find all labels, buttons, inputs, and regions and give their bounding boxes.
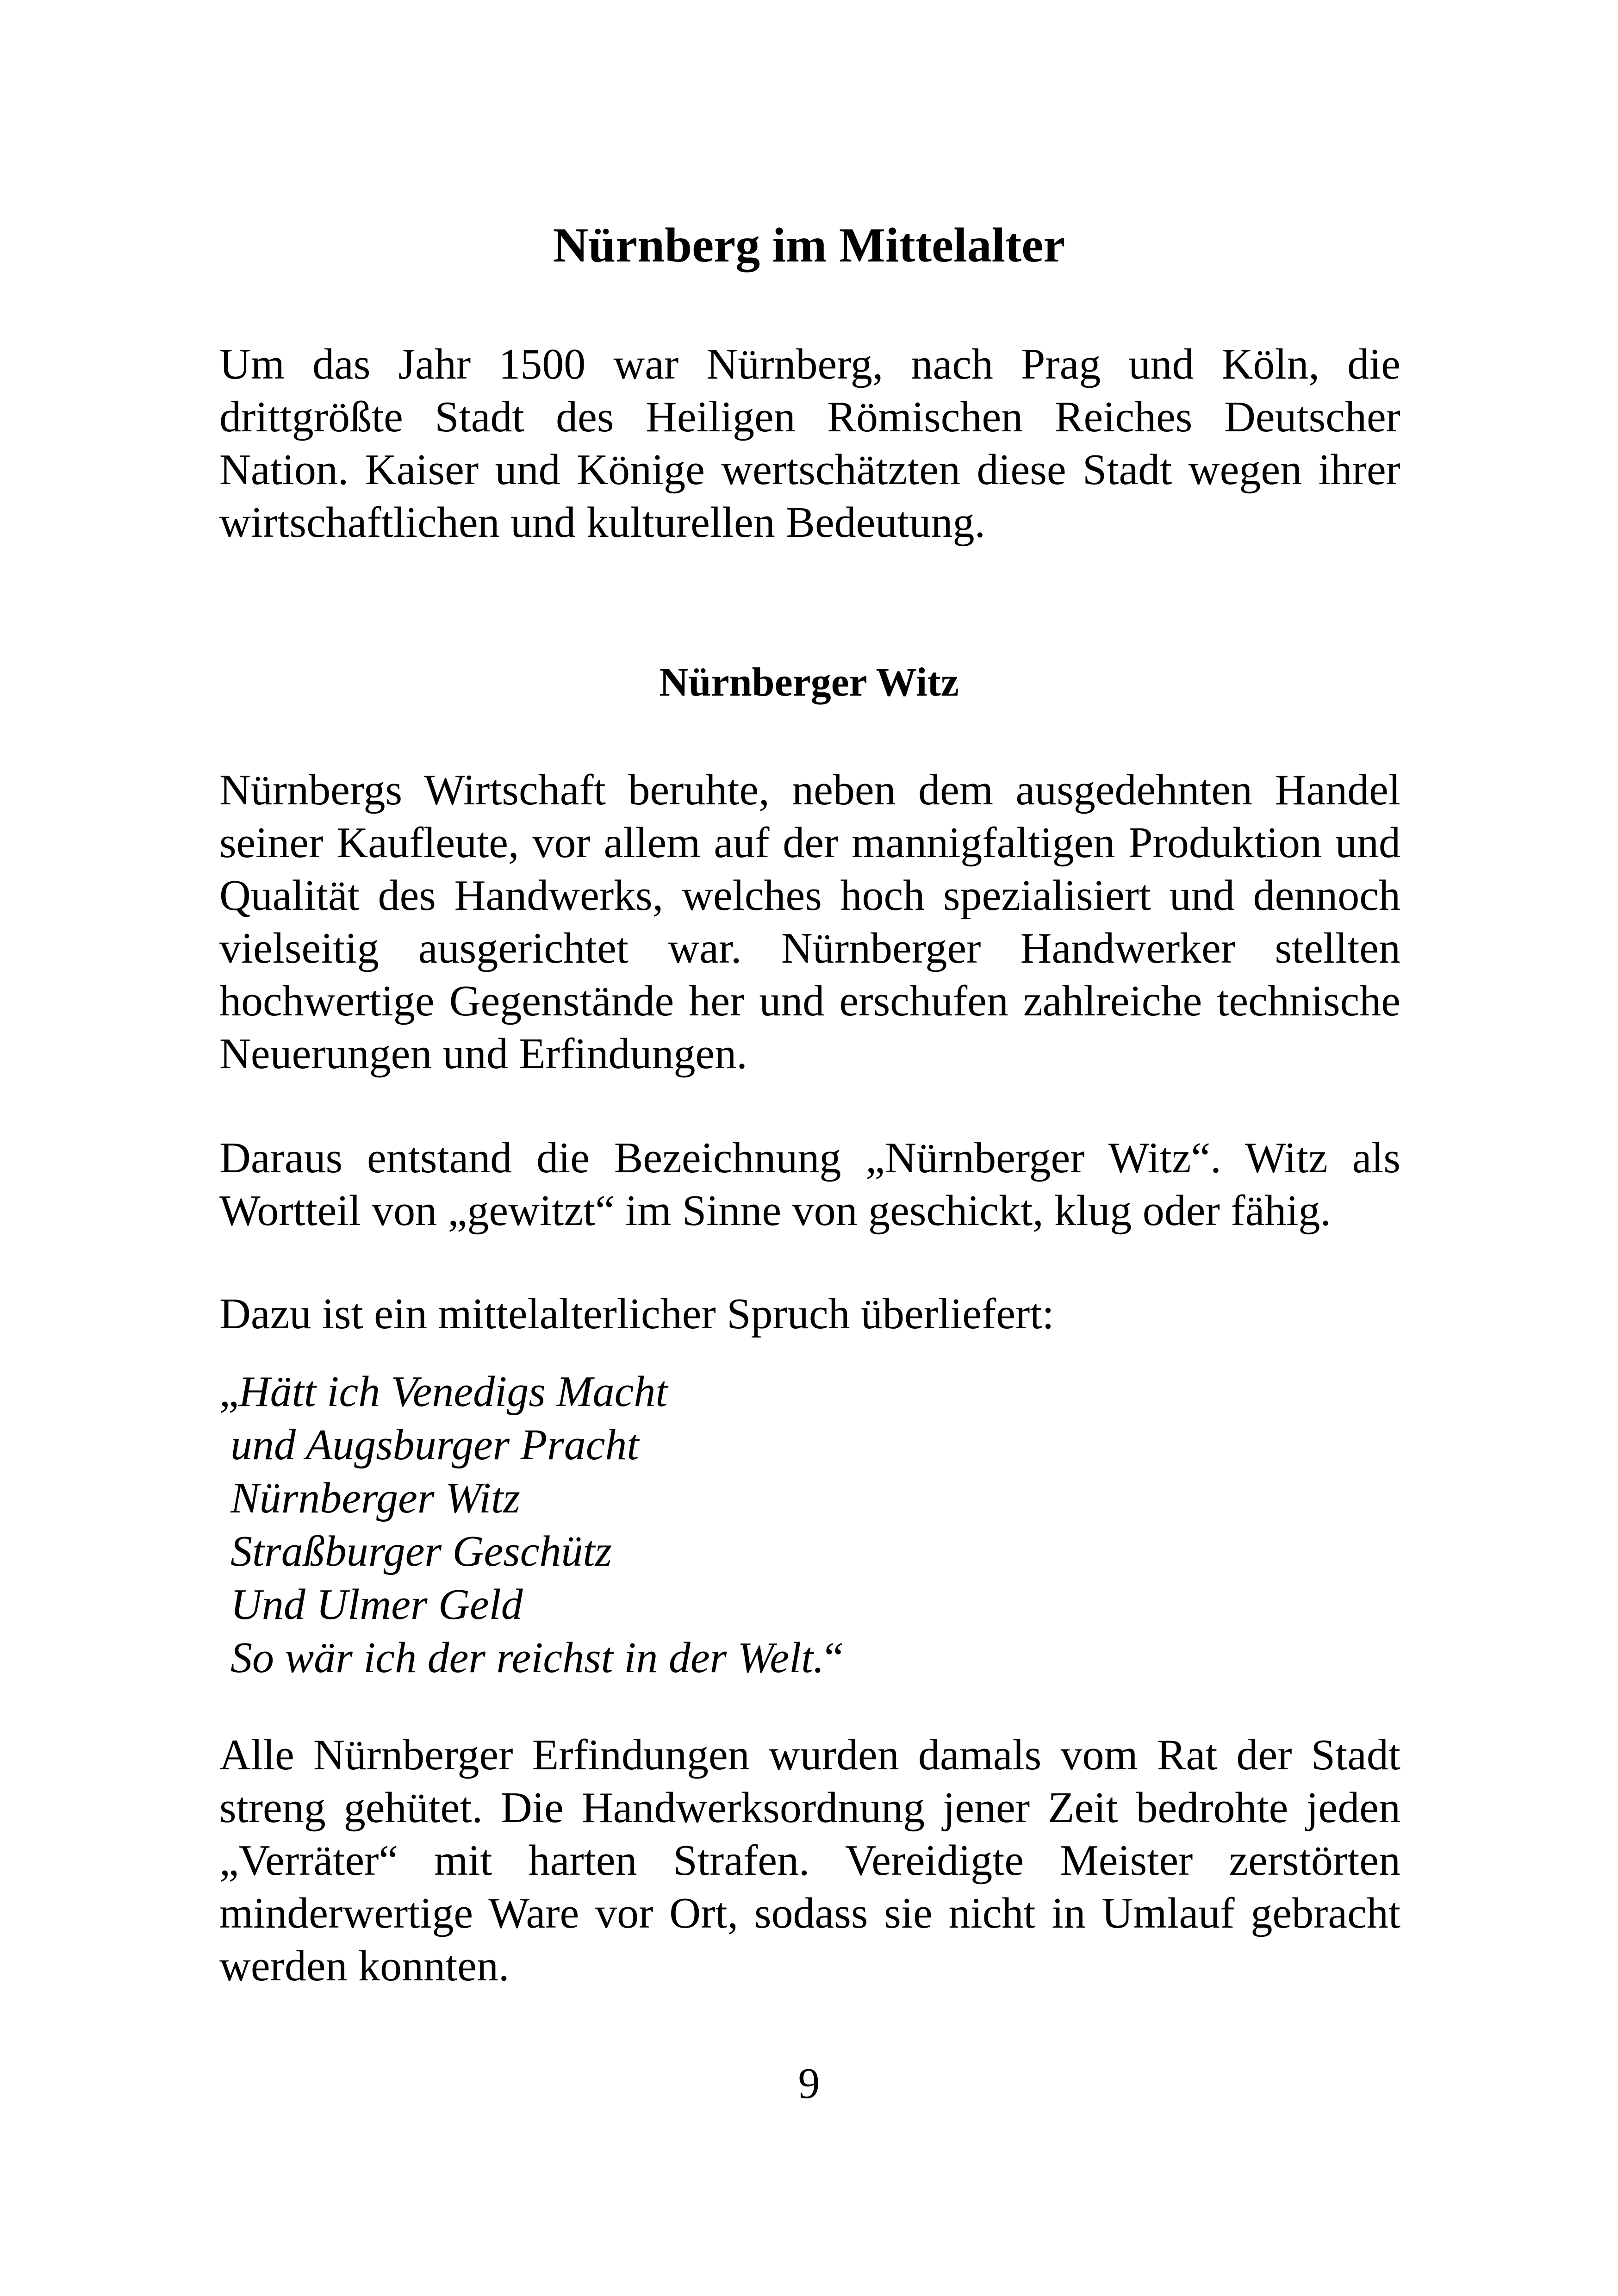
- paragraph-economy: Nürnbergs Wirtschaft beruhte, neben dem ausgedehnten Handel seiner Kaufleute, vor allem auf der mannigfaltigen Produktion und Qualität des Handwerks, welches hoch spezialisiert und dennoch vielseitig ausgerichtet war. Nürnberger Handwerker stellten hochwertige Gegenstände her und erschufen zahlreiche technische Neuerungen und Erfindungen.: [219, 766, 1400, 1078]
- intro-paragraph: Um das Jahr 1500 war Nürnberg, nach Prag und Köln, die drittgrößte Stadt des Heiligen Römischen Reiches Deutscher Nation. Kaiser und Könige wertschätzten diese Stadt wegen ihrer wirtschaftlichen und kulturellen Bedeutung.: [219, 340, 1400, 547]
- verse-line-text: Nürnberger Witz: [230, 1474, 520, 1522]
- verse-line: [219, 1419, 1400, 1472]
- verse-line-text: Hätt ich Venedigs Macht: [238, 1368, 668, 1416]
- paragraph-saying-intro: Dazu ist ein mittelalterlicher Spruch überliefert:: [219, 1290, 1054, 1338]
- opening-quote: „: [219, 1368, 239, 1416]
- verse-line-text: Und Ulmer Geld: [230, 1580, 523, 1629]
- paragraph-term-origin: Daraus entstand die Bezeichnung „Nürnberger Witz“. Witz als Wortteil von „gewitzt“ im Sinne von geschickt, klug oder fähig.: [219, 1134, 1400, 1235]
- verse-line: [219, 1525, 1400, 1578]
- verse-line-text: Straßburger Geschütz: [230, 1527, 612, 1575]
- page-title: Nürnberg im Mittelalter: [553, 218, 1065, 272]
- verse-line-text: So wär ich der reichst in der Welt.: [230, 1634, 824, 1682]
- verse-line-text: und Augsburger Pracht: [230, 1421, 639, 1469]
- verse-line: [219, 1631, 1400, 1685]
- closing-paragraph: Alle Nürnberger Erfindungen wurden damals vom Rat der Stadt streng gehütet. Die Handwerksordnung jener Zeit bedrohte jeden „Verräter“ mit harten Strafen. Vereidigte Meister zerstörten minderwertige Ware vor Ort, sodass sie nicht in Umlauf gebracht werden konnten.: [219, 1731, 1400, 1990]
- verse-line: [219, 1365, 1400, 1419]
- verse-line: [219, 1578, 1400, 1631]
- page-number: 9: [798, 2060, 820, 2108]
- verse-line: [219, 1472, 1400, 1525]
- closing-quote: “: [824, 1634, 844, 1682]
- medieval-saying: [219, 1365, 1400, 1685]
- section-heading: Nürnberger Witz: [659, 660, 959, 705]
